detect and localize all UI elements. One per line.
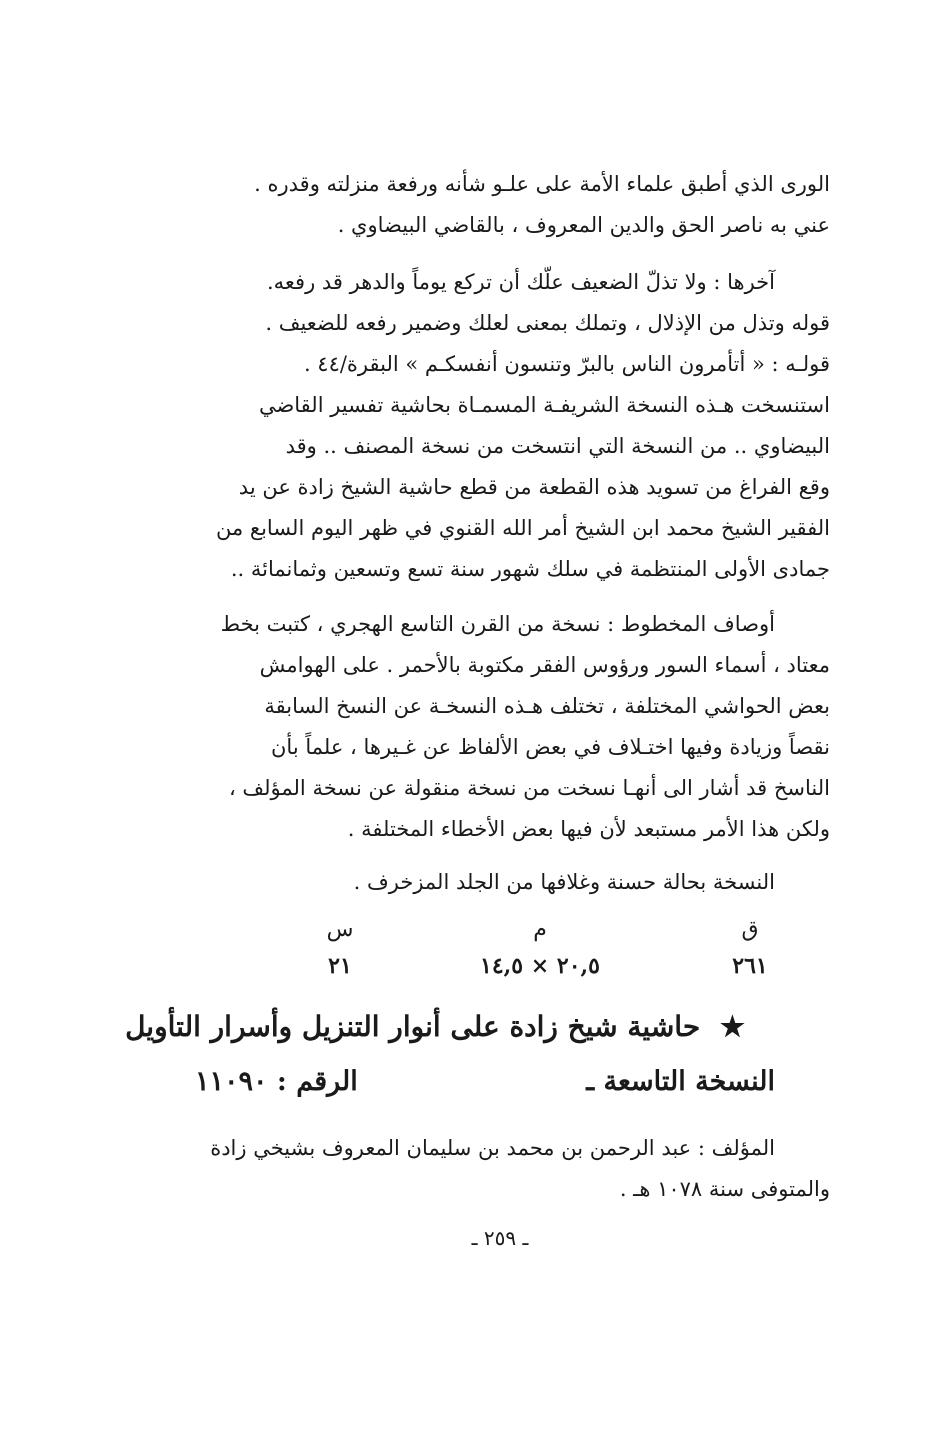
lines-column <box>260 912 420 984</box>
section-subheading <box>195 1066 775 1106</box>
text-line: بعض الحواشي المختلفة ، تختلف هـذه النسخـة عن النسخ السابقة <box>264 694 830 718</box>
paragraph-author <box>170 1128 830 1210</box>
folios-column <box>670 912 830 984</box>
lines-label: س <box>326 917 354 942</box>
text-line: وقع الفراغ من تسويد هذه القطعة من قطع حاشية الشيخ زادة عن يد <box>238 475 830 499</box>
paragraph-ending-colophon <box>170 262 830 590</box>
text-line: عني به ناصر الحق والدين المعروف ، بالقاضي البيضاوي . <box>337 213 830 237</box>
text-line: والمتوفى سنة ١٠٧٨ هـ . <box>619 1177 830 1201</box>
text-line: آخرها : ولا تذلّ الضعيف علّك أن تركع يوماً والدهر قد رفعه. <box>266 270 775 294</box>
star-icon: ★ <box>719 1010 745 1043</box>
text-line: الورى الذي أطبق علماء الأمة على علـو شأنه ورفعة منزلته وقدره . <box>254 172 830 196</box>
size-label: م <box>533 917 547 942</box>
page-number: ـ ٢٥٩ ـ <box>471 1226 529 1250</box>
copy-label: النسخة التاسعة ـ <box>586 1066 775 1097</box>
text-line: جمادى الأولى المنتظمة في سلك شهور سنة تسع وتسعين وثمانمائة .. <box>230 557 830 581</box>
folios-label: ق <box>741 917 759 942</box>
heading-title: حاشية شيخ زادة على أنوار التنزيل وأسرار التأويل <box>125 1010 701 1043</box>
lines-value: ٢١ <box>328 953 352 979</box>
text-line: الفقير الشيخ محمد ابن الشيخ أمر الله القنوي في ظهر اليوم السابع من <box>215 516 830 540</box>
folios-value: ٢٦١ <box>732 953 768 979</box>
paragraph-condition <box>170 862 830 903</box>
paragraph-intro-end <box>170 164 830 246</box>
manuscript-dimensions <box>260 912 768 992</box>
paragraph-manuscript-description <box>170 604 830 850</box>
text-line: قوله وتذل من الإذلال ، وتملك بمعنى لعلك وضمير رفعه للضعيف . <box>265 311 830 335</box>
text-line: ولكن هذا الأمر مستبعد لأن فيها بعض الأخطاء المختلفة . <box>347 817 830 841</box>
text-line: النسخة بحالة حسنة وغلافها من الجلد المزخرف . <box>353 870 775 894</box>
size-column <box>460 912 620 984</box>
text-line: الناسخ قد أشار الى أنهـا نسخت من نسخة منقولة عن نسخة المؤلف ، <box>228 776 830 800</box>
text-line: أوصاف المخطوط : نسخة من القرن التاسع الهجري ، كتبت بخط <box>220 612 775 636</box>
size-value: ٢٠,٥ × ١٤,٥ <box>480 953 600 979</box>
text-line: قولـه : « أتأمرون الناس بالبرّ وتنسون أنفسكـم » البقرة/٤٤ . <box>303 352 830 376</box>
section-heading <box>125 1010 745 1043</box>
text-line: معتاد ، أسماء السور ورؤوس الفقر مكتوبة بالأحمر . على الهوامش <box>259 653 830 677</box>
text-line: المؤلف : عبد الرحمن بن محمد بن سليمان المعروف بشيخي زادة <box>210 1136 775 1160</box>
text-line: استنسخت هـذه النسخة الشريفـة المسمـاة بحاشية تفسير القاضي <box>258 393 830 417</box>
text-line: نقصاً وزيادة وفيها اختـلاف في بعض الألفاظ عن غـيرها ، علماً بأن <box>271 735 830 759</box>
catalog-number: الرقم : ١١٠٩٠ <box>195 1066 358 1097</box>
text-line: البيضاوي .. من النسخة التي انتسخت من نسخة المصنف .. وقد <box>285 434 830 458</box>
